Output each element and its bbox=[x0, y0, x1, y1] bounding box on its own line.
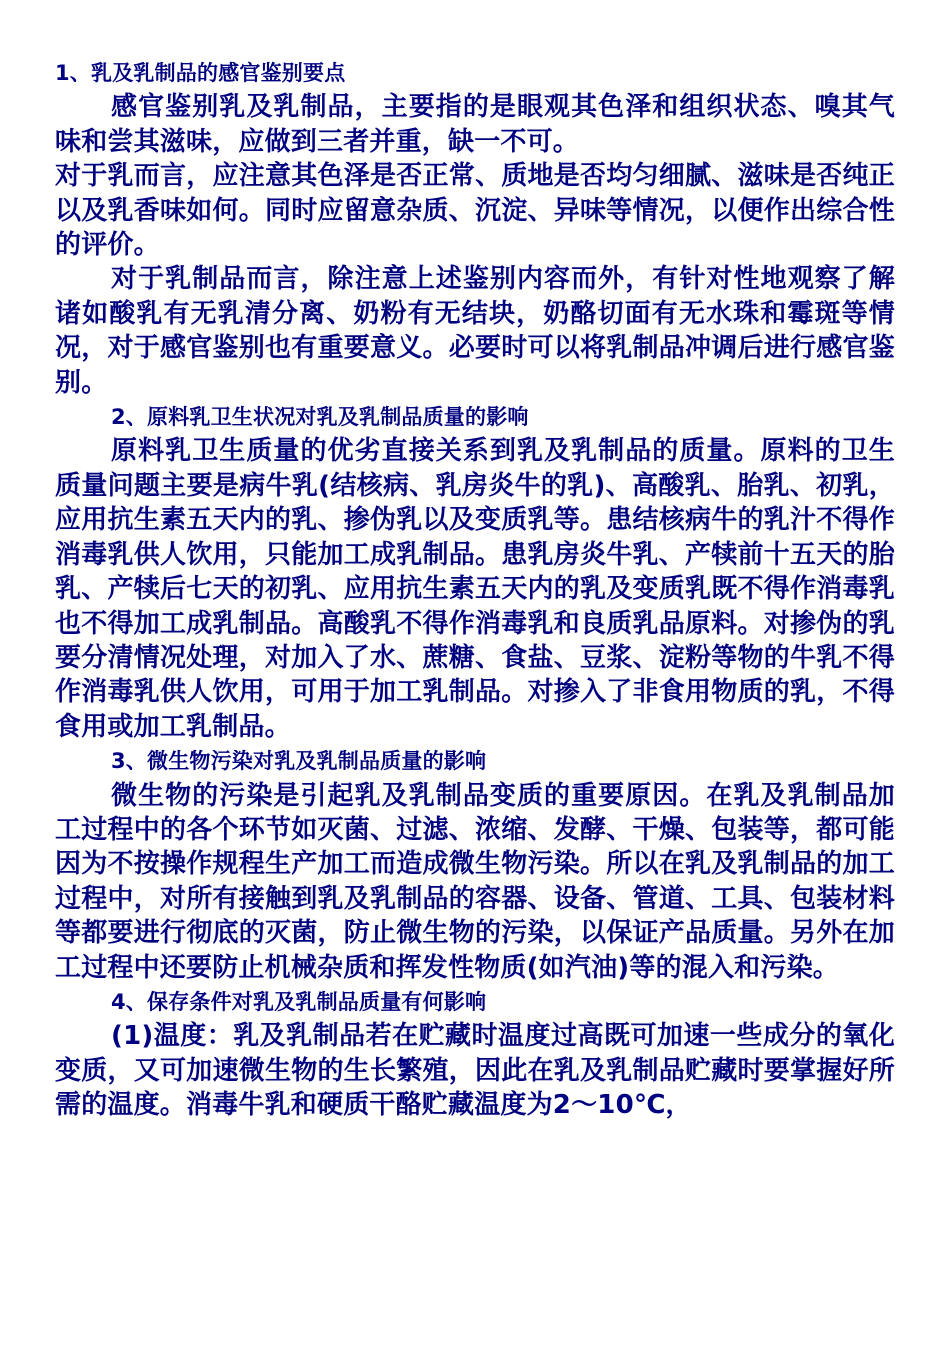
section-1-heading: 1、乳及乳制品的感官鉴别要点 bbox=[55, 61, 346, 85]
section-3-paragraph-1: 微生物的污染是引起乳及乳制品变质的重要原因。在乳及乳制品加工过程中的各个环节如灭菌、过滤、浓缩、发酵、干燥、包装等，都可能因为不按操作规程生产加工而造成微生物污染。所以在乳及乳制品的加工过程中，对所有接触到乳及乳制品的容器、设备、管道、工具、包装材料等都要进行彻底的灭菌，防止微生物的污染，以保证产品质量。另外在加工过程中还要防止机械杂质和挥发性物质(如汽油)等的混入和污染。 bbox=[55, 780, 895, 983]
section-1-paragraph-1: 感官鉴别乳及乳制品，主要指的是眼观其色泽和组织状态、嗅其气味和尝其滋味，应做到三者并重，缺一不可。 bbox=[55, 92, 895, 157]
section-3-heading: 3、微生物污染对乳及乳制品质量的影响 bbox=[111, 749, 487, 774]
section-1-paragraph-3: 对于乳制品而言，除注意上述鉴别内容而外，有针对性地观察了解诸如酸乳有无乳清分离、奶粉有无结块，奶酪切面有无水珠和霉斑等情况，对于感官鉴别也有重要意义。必要时可以将乳制品冲调后进行感官鉴别。 bbox=[55, 264, 895, 398]
document-page bbox=[55, 56, 895, 1123]
section-4-paragraph-1: (1)温度：乳及乳制品若在贮藏时温度过高既可加速一些成分的氧化变质，又可加速微生物的生长繁殖，因此在乳及乳制品贮藏时要掌握好所需的温度。消毒牛乳和硬质干酪贮藏温度为2～10℃， bbox=[55, 1021, 895, 1121]
section-4-heading: 4、保存条件对乳及乳制品质量有何影响 bbox=[111, 989, 487, 1014]
section-1-paragraph-2: 对于乳而言，应注意其色泽是否正常、质地是否均匀细腻、滋味是否纯正以及乳香味如何。同时应留意杂质、沉淀、异味等情况，以便作出综合性的评价。 bbox=[55, 161, 895, 261]
section-2-heading: 2、原料乳卫生状况对乳及乳制品质量的影响 bbox=[111, 405, 529, 430]
section-2-paragraph-1: 原料乳卫生质量的优劣直接关系到乳及乳制品的质量。原料的卫生质量问题主要是病牛乳(结核病、乳房炎牛的乳)、高酸乳、胎乳、初乳，应用抗生素五天内的乳、掺伪乳以及变质乳等。患结核病牛的乳汁不得作消毒乳供人饮用，只能加工成乳制品。患乳房炎牛乳、产犊前十五天的胎乳、产犊后七天的初乳、应用抗生素五天内的乳及变质乳既不得作消毒乳也不得加工成乳制品。高酸乳不得作消毒乳和良质乳品原料。对掺伪的乳要分清情况处理，对加入了水、蔗糖、食盐、豆浆、淀粉等物的牛乳不得作消毒乳供人饮用，可用于加工乳制品。对掺入了非食用物质的乳，不得食用或加工乳制品。 bbox=[55, 436, 895, 742]
